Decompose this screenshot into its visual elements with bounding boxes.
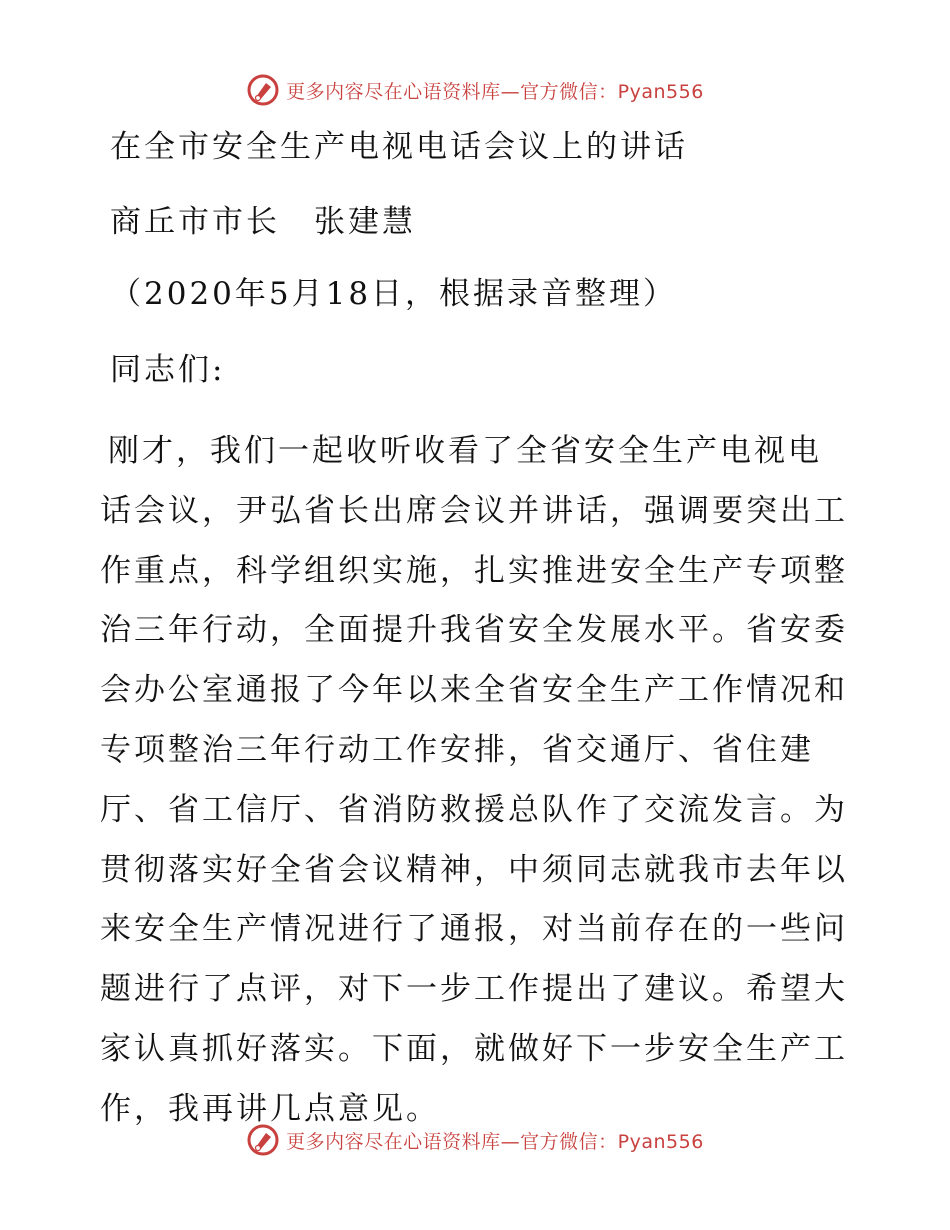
body-line: 会办公室通报了今年以来全省安全生产工作情况和 bbox=[100, 672, 848, 709]
body-paragraph bbox=[100, 422, 860, 1140]
body-line: 厅、省工信厅、省消防救援总队作了交流发言。为 bbox=[100, 791, 848, 828]
body-line: 专项整治三年行动工作安排，省交通厅、省住建 bbox=[100, 731, 814, 768]
date-line: （2020年5月18日，根据录音整理） bbox=[110, 276, 678, 312]
body-line: 话会议，尹弘省长出席会议并讲话，强调要突出工 bbox=[100, 492, 848, 529]
watermark-banner-top bbox=[0, 70, 950, 110]
body-line: 来安全生产情况进行了通报，对当前存在的一些问 bbox=[100, 911, 848, 948]
pen-nib-logo-icon bbox=[246, 1123, 280, 1157]
pen-nib-logo-icon bbox=[246, 73, 280, 107]
greeting: 同志们: bbox=[110, 352, 226, 388]
document-title: 在全市安全生产电视电话会议上的讲话 bbox=[110, 129, 688, 165]
body-line: 贯彻落实好全省会议精神，中须同志就我市去年以 bbox=[100, 851, 848, 888]
body-line: 作重点，科学组织实施，扎实推进安全生产专项整 bbox=[100, 552, 848, 589]
watermark-banner-bottom bbox=[0, 1120, 950, 1160]
watermark-text: 更多内容尽在心语资料库—官方微信：Pyan556 bbox=[286, 80, 704, 103]
body-line: 家认真抓好落实。下面，就做好下一步安全生产工 bbox=[100, 1030, 848, 1067]
author-line: 商丘市市长 张建慧 bbox=[110, 204, 416, 240]
watermark-text: 更多内容尽在心语资料库—官方微信：Pyan556 bbox=[286, 1130, 704, 1153]
body-line: 作，我再讲几点意见。 bbox=[100, 1090, 440, 1127]
body-line: 题进行了点评，对下一步工作提出了建议。希望大 bbox=[100, 971, 848, 1008]
body-line: 治三年行动，全面提升我省安全发展水平。省安委 bbox=[100, 612, 848, 649]
body-line: 刚才，我们一起收听收看了全省安全生产电视电 bbox=[108, 433, 822, 469]
